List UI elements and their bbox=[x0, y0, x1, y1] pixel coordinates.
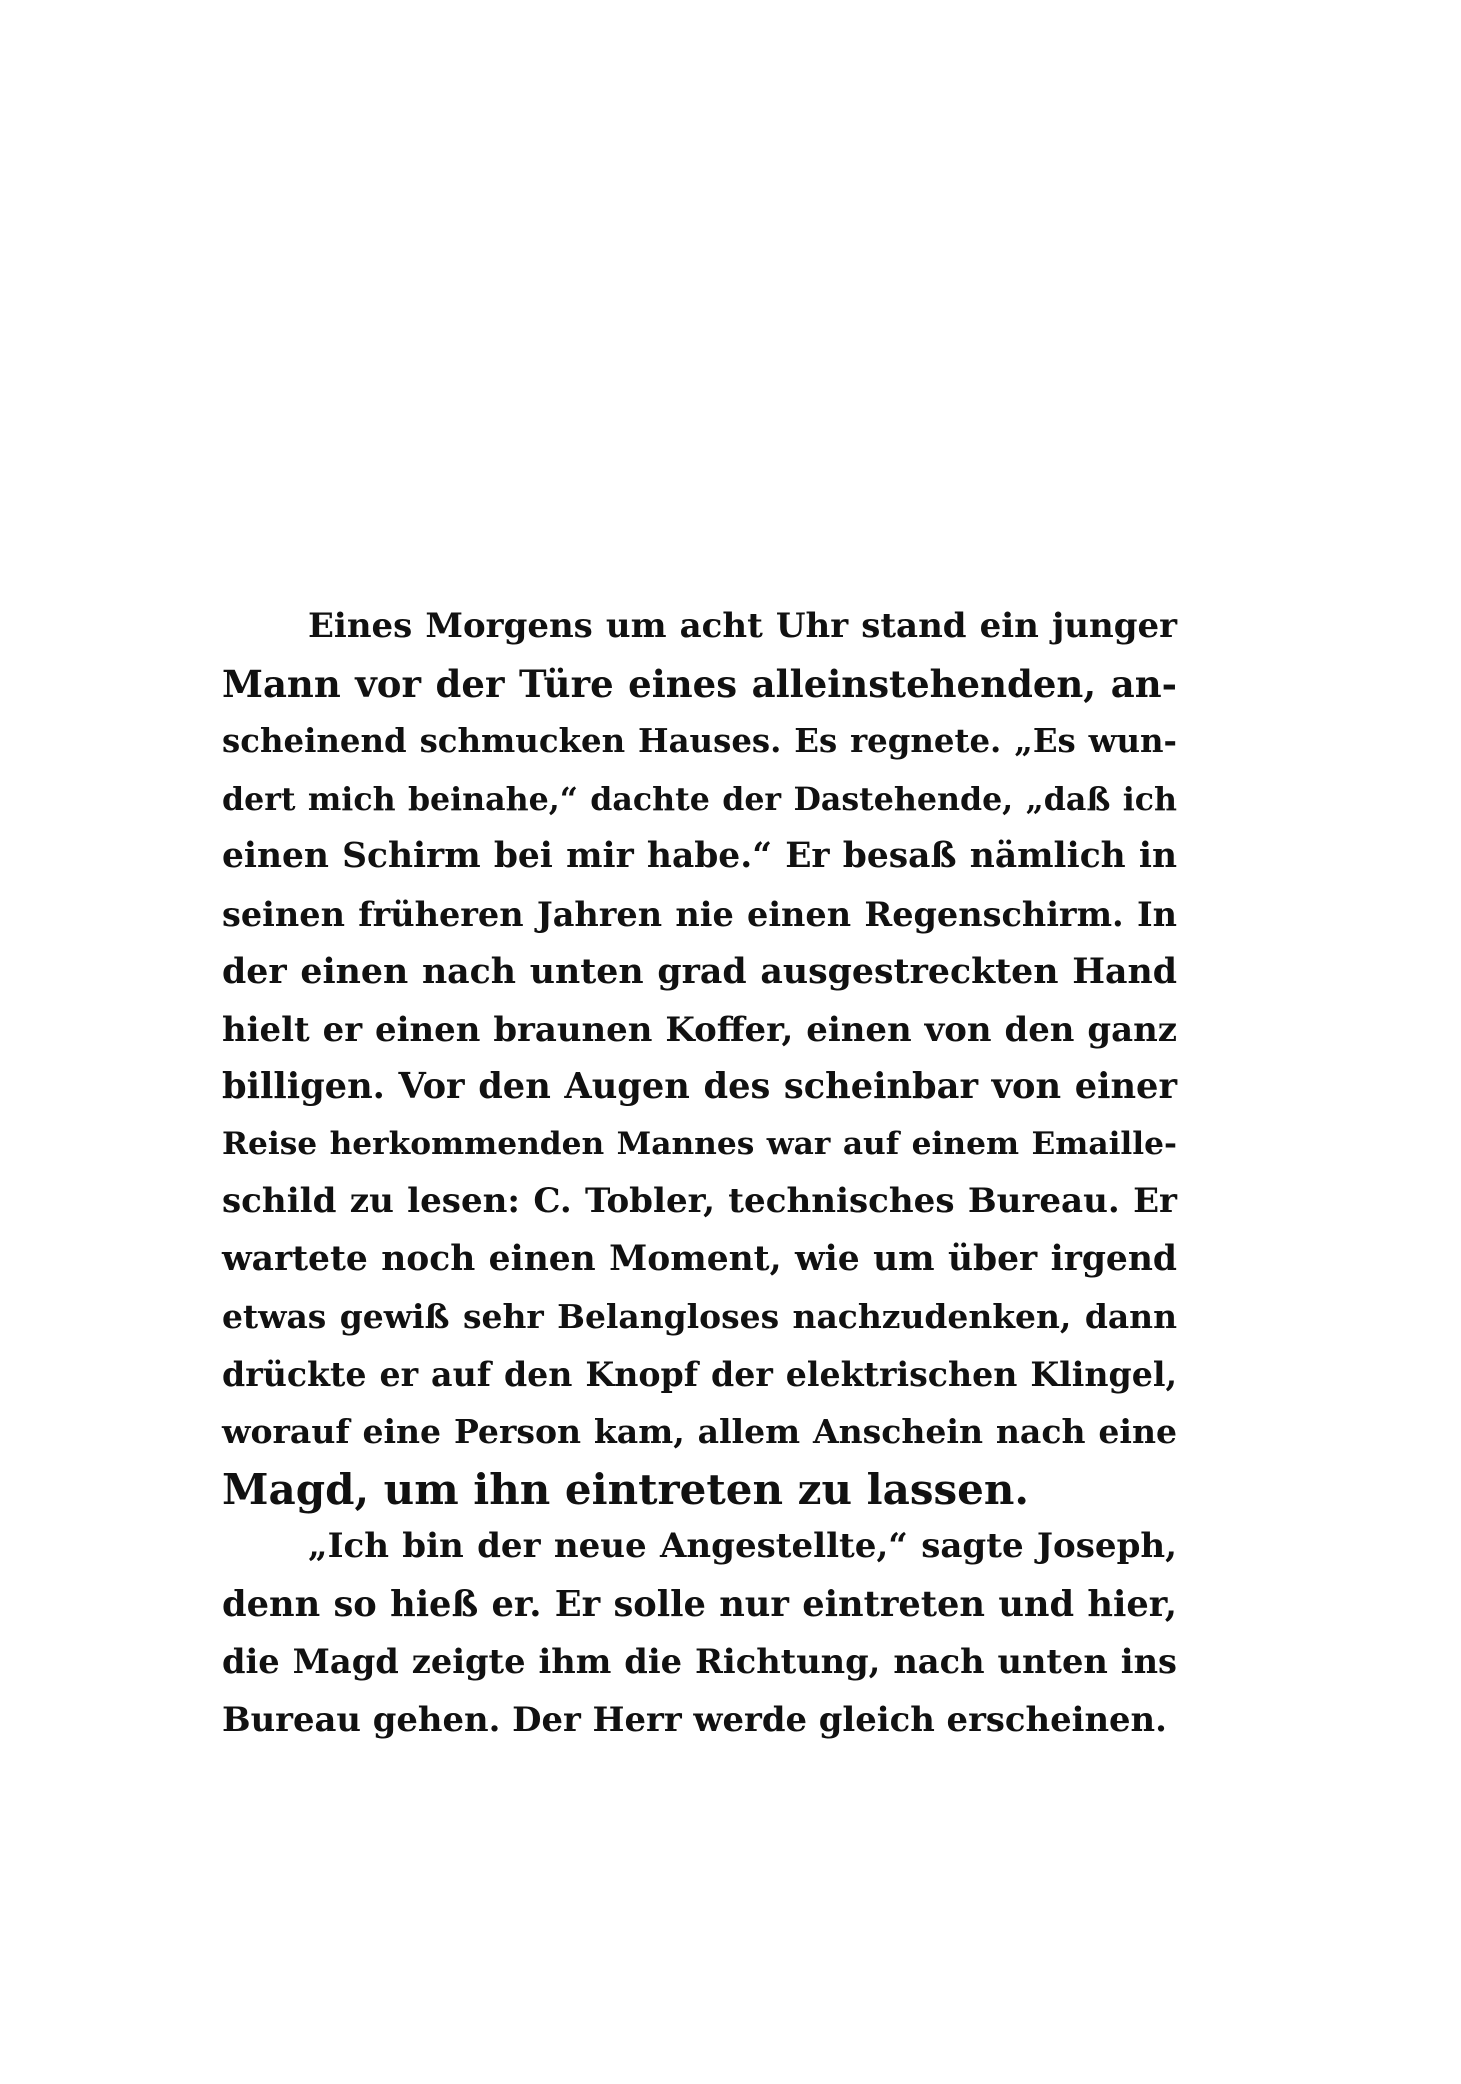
paragraph-2 bbox=[222, 1518, 1177, 1748]
text-line: Reise herkommenden Mannes war auf einem Emaille- bbox=[222, 1125, 1177, 1162]
body-text bbox=[222, 598, 1177, 1748]
text-line: billigen. Vor den Augen des scheinbar von einer bbox=[222, 1066, 1177, 1107]
text-line: wartete noch einen Moment, wie um über irgend bbox=[222, 1238, 1177, 1279]
text-line: Eines Morgens um acht Uhr stand ein junger bbox=[308, 606, 1177, 646]
text-line: worauf eine Person kam, allem Anschein nach eine bbox=[222, 1412, 1177, 1451]
paragraph-1 bbox=[222, 598, 1177, 1518]
text-line: Mann vor der Türe eines alleinstehenden, an- bbox=[222, 661, 1177, 706]
text-line: drückte er auf den Knopf der elektrischen Klingel, bbox=[222, 1354, 1177, 1394]
text-line: der einen nach unten grad ausgestreckten Hand bbox=[222, 951, 1177, 992]
text-line: Magd, um ihn eintreten zu lassen. bbox=[222, 1464, 1030, 1514]
text-line: Bureau gehen. Der Herr werde gleich erscheinen. bbox=[222, 1698, 1167, 1739]
text-line: scheinend schmucken Hauses. Es regnete. „Es wun- bbox=[222, 722, 1177, 760]
text-line: einen Schirm bei mir habe.“ Er besaß nämlich in bbox=[222, 836, 1177, 876]
text-line: die Magd zeigte ihm die Richtung, nach unten ins bbox=[222, 1641, 1177, 1681]
text-line: denn so hieß er. Er solle nur eintreten und hier, bbox=[222, 1583, 1177, 1625]
text-line: dert mich beinahe,“ dachte der Dastehende, „daß ich bbox=[222, 780, 1177, 818]
text-line: seinen früheren Jahren nie einen Regenschirm. In bbox=[222, 894, 1177, 934]
text-line: hielt er einen braunen Koffer, einen von den ganz bbox=[222, 1008, 1177, 1049]
text-line: etwas gewiß sehr Belangloses nachzudenken, dann bbox=[222, 1297, 1177, 1336]
text-line: „Ich bin der neue Angestellte,“ sagte Joseph, bbox=[308, 1526, 1177, 1566]
text-line: schild zu lesen: C. Tobler, technisches Bureau. Er bbox=[222, 1181, 1177, 1221]
